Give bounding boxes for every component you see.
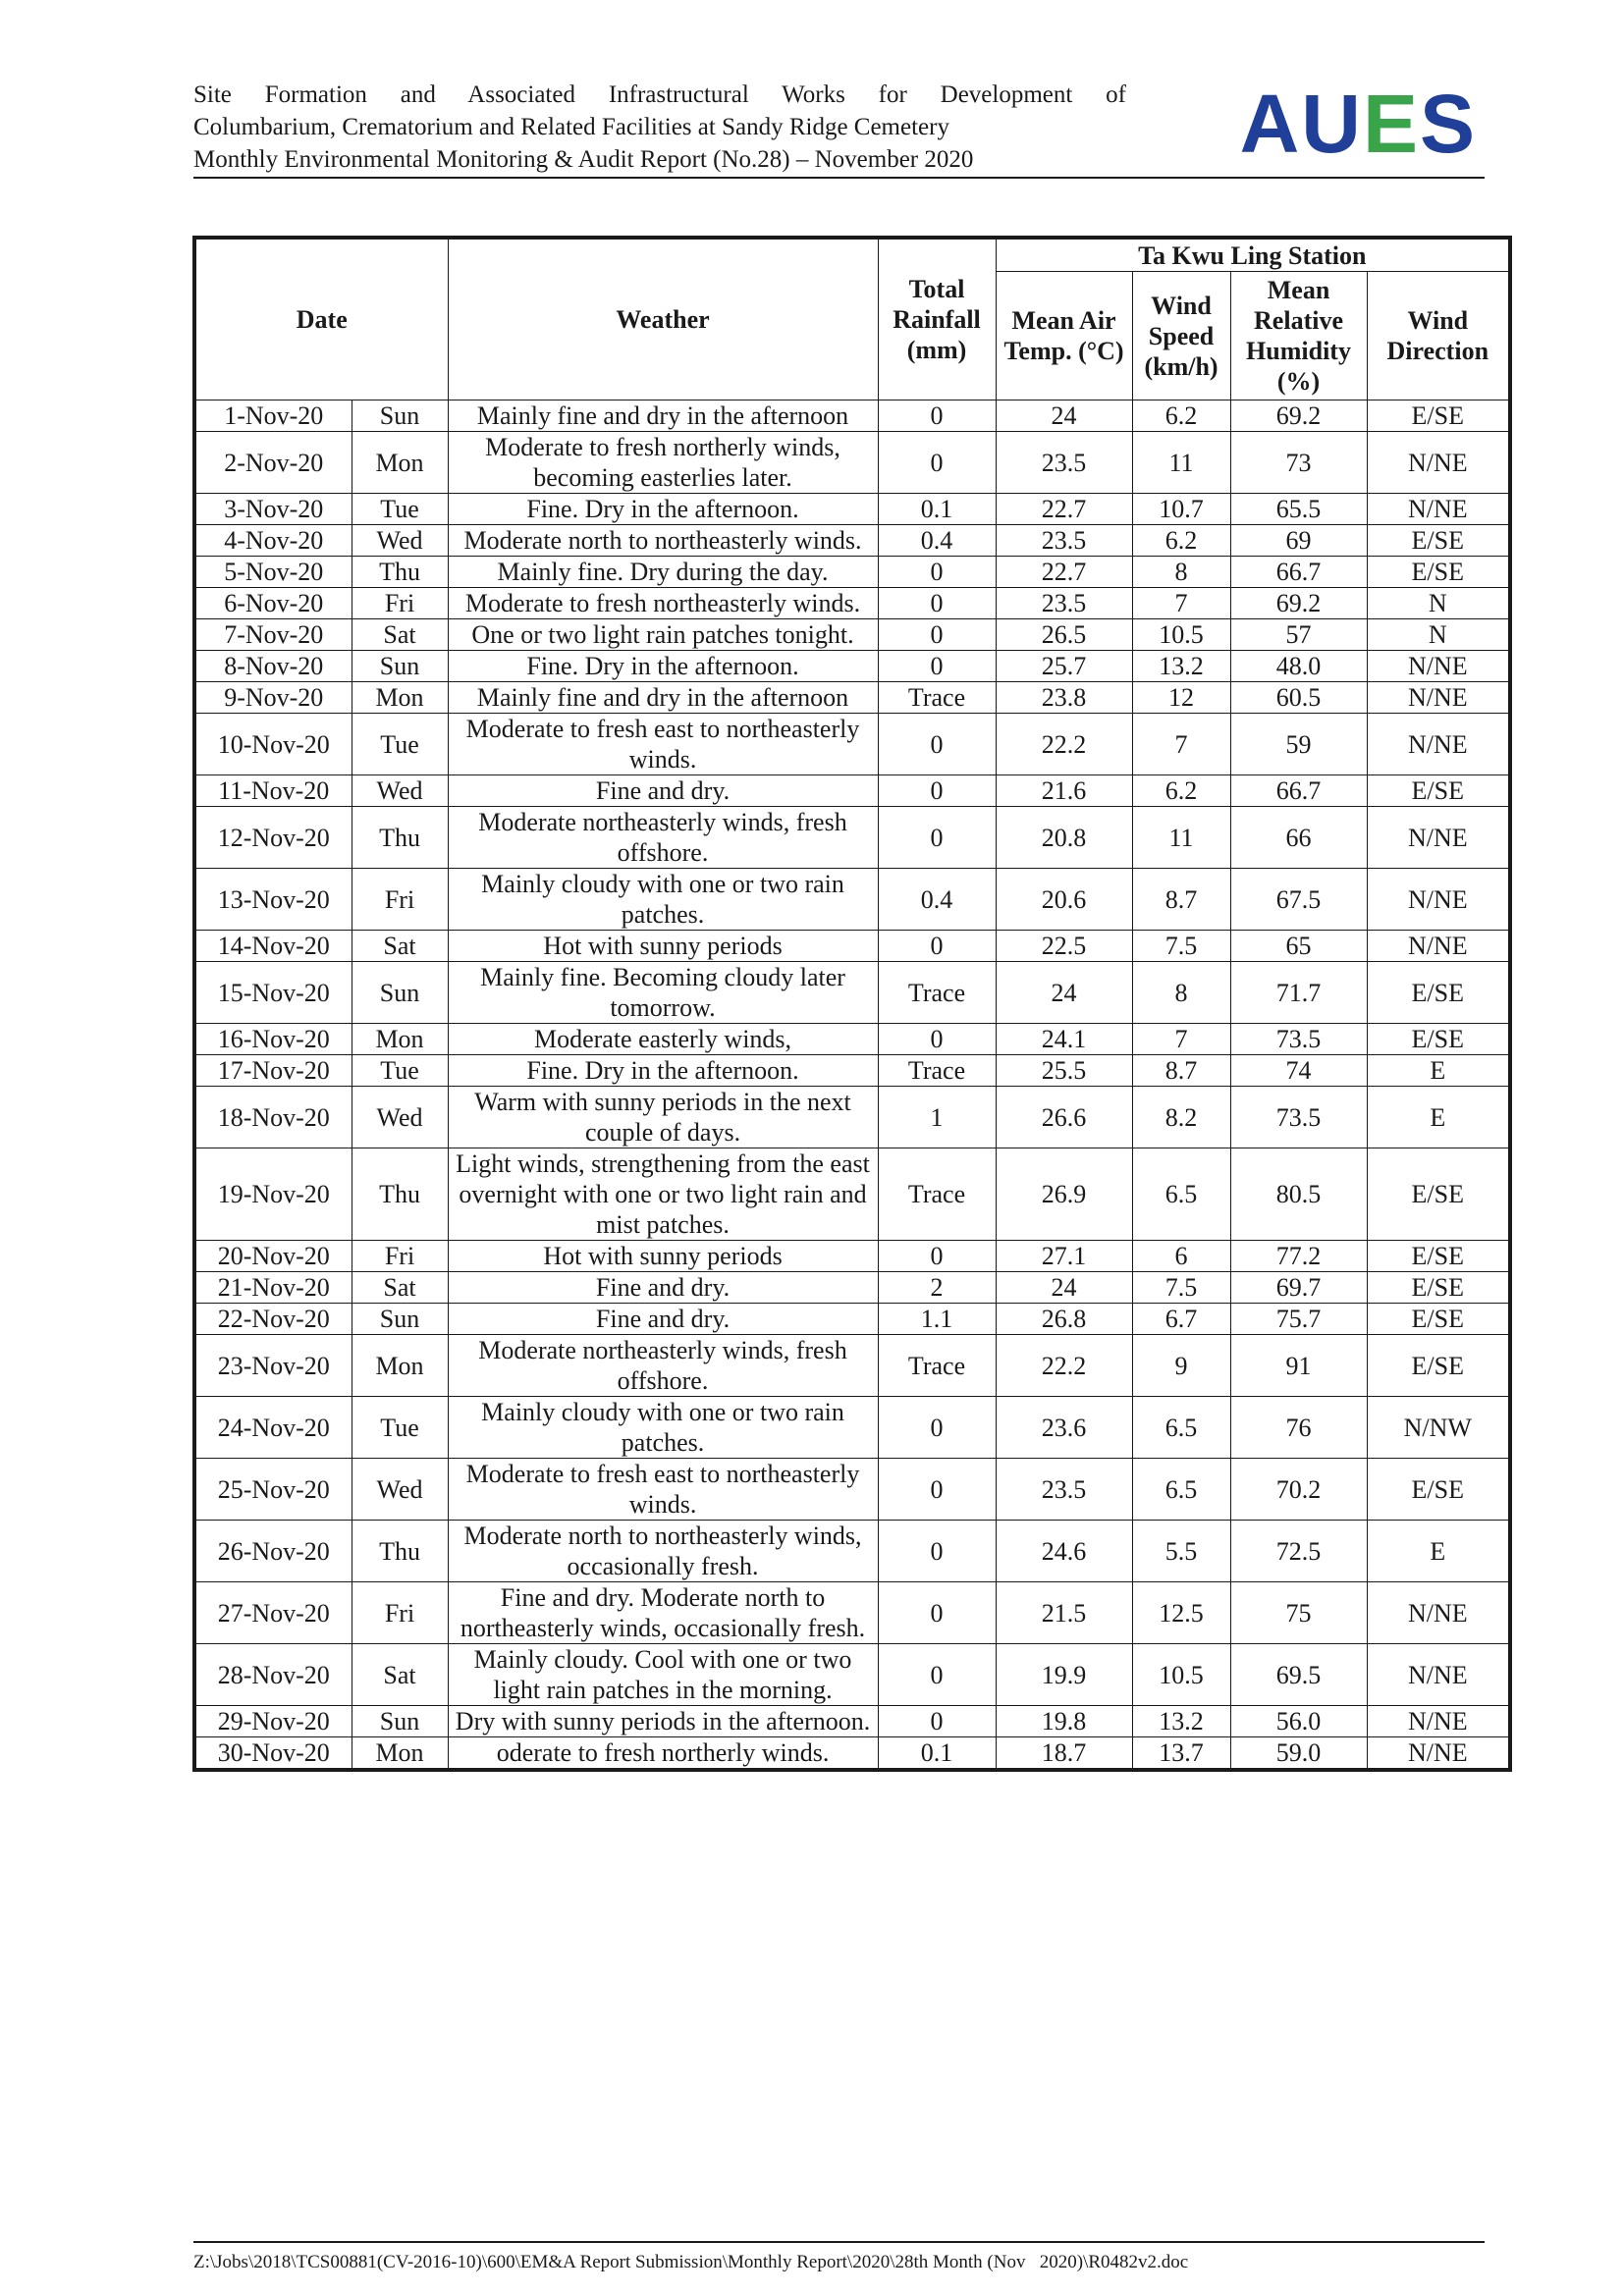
temp-cell: 26.5 <box>996 619 1132 651</box>
rainfall-cell: 0 <box>878 1706 996 1737</box>
wind-speed-cell: 8.2 <box>1132 1087 1230 1148</box>
wind-speed-cell: 13.2 <box>1132 651 1230 682</box>
rainfall-cell: Trace <box>878 1335 996 1397</box>
temp-cell: 23.5 <box>996 432 1132 494</box>
weather-cell: Warm with sunny periods in the next couple of days. <box>448 1087 878 1148</box>
humidity-cell: 65.5 <box>1230 494 1367 525</box>
humidity-cell: 60.5 <box>1230 682 1367 714</box>
wind-direction-cell: N/NW <box>1367 1397 1510 1459</box>
wind-speed-cell: 13.7 <box>1132 1737 1230 1771</box>
wind-speed-cell: 6.5 <box>1132 1148 1230 1241</box>
day-cell: Fri <box>352 1241 448 1272</box>
rainfall-cell: 0.1 <box>878 1737 996 1771</box>
day-cell: Wed <box>352 1087 448 1148</box>
table-row <box>194 1241 1510 1272</box>
temp-cell: 24.6 <box>996 1521 1132 1582</box>
weather-cell: Mainly fine and dry in the afternoon <box>448 682 878 714</box>
header-station: Ta Kwu Ling Station <box>996 238 1510 272</box>
day-cell: Wed <box>352 1459 448 1521</box>
weather-cell: Mainly fine and dry in the afternoon <box>448 400 878 432</box>
table-row <box>194 1582 1510 1644</box>
temp-cell: 19.8 <box>996 1706 1132 1737</box>
date-cell: 20-Nov-20 <box>194 1241 352 1272</box>
day-cell: Thu <box>352 557 448 588</box>
day-cell: Tue <box>352 714 448 775</box>
rainfall-cell: 0 <box>878 1459 996 1521</box>
wind-direction-cell: E/SE <box>1367 1459 1510 1521</box>
wind-speed-cell: 6.2 <box>1132 525 1230 557</box>
humidity-cell: 56.0 <box>1230 1706 1367 1737</box>
weather-cell: Fine and dry. <box>448 1272 878 1304</box>
weather-cell: Mainly cloudy with one or two rain patches. <box>448 869 878 931</box>
header-humidity: Mean Relative Humidity (%) <box>1230 272 1367 400</box>
weather-cell: Moderate to fresh east to northeasterly winds. <box>448 1459 878 1521</box>
day-cell: Mon <box>352 1737 448 1771</box>
date-cell: 29-Nov-20 <box>194 1706 352 1737</box>
rainfall-cell: 0 <box>878 1397 996 1459</box>
day-cell: Mon <box>352 1335 448 1397</box>
rainfall-cell: 0.4 <box>878 869 996 931</box>
date-cell: 21-Nov-20 <box>194 1272 352 1304</box>
wind-speed-cell: 6.7 <box>1132 1304 1230 1335</box>
day-cell: Tue <box>352 494 448 525</box>
date-cell: 14-Nov-20 <box>194 931 352 962</box>
table-row <box>194 714 1510 775</box>
date-cell: 12-Nov-20 <box>194 807 352 869</box>
date-cell: 13-Nov-20 <box>194 869 352 931</box>
temp-cell: 23.5 <box>996 1459 1132 1521</box>
wind-direction-cell: N/NE <box>1367 682 1510 714</box>
table-row <box>194 1055 1510 1087</box>
wind-speed-cell: 7 <box>1132 714 1230 775</box>
date-cell: 4-Nov-20 <box>194 525 352 557</box>
footer-file-path: Z:\Jobs\2018\TCS00881(CV-2016-10)\600\EM&A Report Submission\Monthly Report\2020\28th Month (Nov 2020)\R0482v2.doc <box>193 2252 1189 2272</box>
humidity-cell: 69.2 <box>1230 588 1367 619</box>
date-cell: 30-Nov-20 <box>194 1737 352 1771</box>
humidity-cell: 59 <box>1230 714 1367 775</box>
wind-direction-cell: E <box>1367 1521 1510 1582</box>
wind-direction-cell: E/SE <box>1367 557 1510 588</box>
wind-speed-cell: 6 <box>1132 1241 1230 1272</box>
weather-cell: Fine. Dry in the afternoon. <box>448 1055 878 1087</box>
weather-cell: Dry with sunny periods in the afternoon. <box>448 1706 878 1737</box>
wind-direction-cell: E/SE <box>1367 1241 1510 1272</box>
header-line-1: Site Formation and Associated Infrastructural Works for Development of <box>193 81 1126 108</box>
date-cell: 15-Nov-20 <box>194 962 352 1024</box>
wind-speed-cell: 8.7 <box>1132 1055 1230 1087</box>
wind-speed-cell: 8.7 <box>1132 869 1230 931</box>
wind-speed-cell: 11 <box>1132 807 1230 869</box>
rainfall-cell: 0 <box>878 714 996 775</box>
wind-speed-cell: 6.5 <box>1132 1397 1230 1459</box>
humidity-cell: 73 <box>1230 432 1367 494</box>
weather-cell: Moderate to fresh northerly winds, becoming easterlies later. <box>448 432 878 494</box>
header-wind-direction: Wind Direction <box>1367 272 1510 400</box>
temp-cell: 26.6 <box>996 1087 1132 1148</box>
wind-direction-cell: E/SE <box>1367 962 1510 1024</box>
rainfall-cell: 0.1 <box>878 494 996 525</box>
weather-cell: Moderate northeasterly winds, fresh offshore. <box>448 807 878 869</box>
humidity-cell: 66.7 <box>1230 775 1367 807</box>
rainfall-cell: 0 <box>878 1024 996 1055</box>
table-row <box>194 1087 1510 1148</box>
table-row <box>194 807 1510 869</box>
wind-direction-cell: E/SE <box>1367 525 1510 557</box>
table-row <box>194 931 1510 962</box>
header-wind-speed: Wind Speed (km/h) <box>1132 272 1230 400</box>
weather-cell: Moderate north to northeasterly winds, occasionally fresh. <box>448 1521 878 1582</box>
date-cell: 8-Nov-20 <box>194 651 352 682</box>
humidity-cell: 48.0 <box>1230 651 1367 682</box>
table-row <box>194 682 1510 714</box>
humidity-cell: 65 <box>1230 931 1367 962</box>
wind-direction-cell: N <box>1367 619 1510 651</box>
weather-table-body <box>194 400 1510 1771</box>
wind-speed-cell: 8 <box>1132 962 1230 1024</box>
wind-speed-cell: 6.2 <box>1132 775 1230 807</box>
rainfall-cell: 0 <box>878 931 996 962</box>
footer-divider <box>193 2241 1485 2243</box>
humidity-cell: 57 <box>1230 619 1367 651</box>
day-cell: Thu <box>352 1148 448 1241</box>
temp-cell: 23.5 <box>996 525 1132 557</box>
date-cell: 16-Nov-20 <box>194 1024 352 1055</box>
wind-speed-cell: 7.5 <box>1132 1272 1230 1304</box>
header-rainfall: Total Rainfall (mm) <box>878 238 996 400</box>
day-cell: Mon <box>352 1024 448 1055</box>
day-cell: Wed <box>352 775 448 807</box>
logo-text-e: E <box>1362 78 1420 170</box>
humidity-cell: 69.2 <box>1230 400 1367 432</box>
rainfall-cell: 0 <box>878 588 996 619</box>
wind-speed-cell: 7 <box>1132 588 1230 619</box>
wind-speed-cell: 12 <box>1132 682 1230 714</box>
wind-direction-cell: E/SE <box>1367 1148 1510 1241</box>
day-cell: Sun <box>352 962 448 1024</box>
wind-direction-cell: N/NE <box>1367 1644 1510 1706</box>
temp-cell: 24.1 <box>996 1024 1132 1055</box>
humidity-cell: 67.5 <box>1230 869 1367 931</box>
wind-direction-cell: E/SE <box>1367 1272 1510 1304</box>
rainfall-cell: 0.4 <box>878 525 996 557</box>
day-cell: Mon <box>352 432 448 494</box>
wind-direction-cell: E <box>1367 1055 1510 1087</box>
day-cell: Thu <box>352 1521 448 1582</box>
temp-cell: 26.8 <box>996 1304 1132 1335</box>
table-row <box>194 1644 1510 1706</box>
rainfall-cell: 0 <box>878 1241 996 1272</box>
temp-cell: 22.7 <box>996 557 1132 588</box>
day-cell: Sun <box>352 651 448 682</box>
wind-direction-cell: N/NE <box>1367 1737 1510 1771</box>
wind-direction-cell: N/NE <box>1367 869 1510 931</box>
humidity-cell: 66.7 <box>1230 557 1367 588</box>
day-cell: Tue <box>352 1055 448 1087</box>
weather-cell: Hot with sunny periods <box>448 1241 878 1272</box>
temp-cell: 26.9 <box>996 1148 1132 1241</box>
rainfall-cell: Trace <box>878 1055 996 1087</box>
rainfall-cell: Trace <box>878 1148 996 1241</box>
temp-cell: 22.2 <box>996 714 1132 775</box>
temp-cell: 24 <box>996 1272 1132 1304</box>
wind-direction-cell: N <box>1367 588 1510 619</box>
humidity-cell: 75.7 <box>1230 1304 1367 1335</box>
weather-cell: Fine and dry. <box>448 775 878 807</box>
date-cell: 26-Nov-20 <box>194 1521 352 1582</box>
wind-speed-cell: 11 <box>1132 432 1230 494</box>
table-row <box>194 1737 1510 1771</box>
humidity-cell: 72.5 <box>1230 1521 1367 1582</box>
table-row <box>194 525 1510 557</box>
weather-cell: Fine. Dry in the afternoon. <box>448 494 878 525</box>
weather-table <box>192 236 1512 1772</box>
table-row <box>194 651 1510 682</box>
wind-direction-cell: N/NE <box>1367 494 1510 525</box>
date-cell: 9-Nov-20 <box>194 682 352 714</box>
wind-speed-cell: 8 <box>1132 557 1230 588</box>
weather-cell: Light winds, strengthening from the east overnight with one or two light rain and mist patches. <box>448 1148 878 1241</box>
day-cell: Thu <box>352 807 448 869</box>
date-cell: 19-Nov-20 <box>194 1148 352 1241</box>
day-cell: Wed <box>352 525 448 557</box>
table-row <box>194 400 1510 432</box>
day-cell: Mon <box>352 682 448 714</box>
temp-cell: 24 <box>996 962 1132 1024</box>
table-row <box>194 619 1510 651</box>
humidity-cell: 69.7 <box>1230 1272 1367 1304</box>
header-temp: Mean Air Temp. (°C) <box>996 272 1132 400</box>
temp-cell: 20.8 <box>996 807 1132 869</box>
humidity-cell: 70.2 <box>1230 1459 1367 1521</box>
day-cell: Fri <box>352 588 448 619</box>
temp-cell: 22.7 <box>996 494 1132 525</box>
table-row <box>194 1272 1510 1304</box>
date-cell: 28-Nov-20 <box>194 1644 352 1706</box>
wind-direction-cell: N/NE <box>1367 651 1510 682</box>
temp-cell: 22.2 <box>996 1335 1132 1397</box>
rainfall-cell: 0 <box>878 775 996 807</box>
table-row <box>194 494 1510 525</box>
weather-cell: Moderate to fresh northeasterly winds. <box>448 588 878 619</box>
wind-direction-cell: N/NE <box>1367 714 1510 775</box>
table-row <box>194 1335 1510 1397</box>
wind-direction-cell: N/NE <box>1367 432 1510 494</box>
wind-speed-cell: 7 <box>1132 1024 1230 1055</box>
temp-cell: 27.1 <box>996 1241 1132 1272</box>
header-divider <box>193 177 1485 179</box>
temp-cell: 19.9 <box>996 1644 1132 1706</box>
wind-direction-cell: N/NE <box>1367 807 1510 869</box>
header-line-3: Monthly Environmental Monitoring & Audit Report (No.28) – November 2020 <box>193 146 974 173</box>
rainfall-cell: 0 <box>878 1521 996 1582</box>
table-row <box>194 869 1510 931</box>
date-cell: 7-Nov-20 <box>194 619 352 651</box>
date-cell: 3-Nov-20 <box>194 494 352 525</box>
weather-cell: Mainly fine. Dry during the day. <box>448 557 878 588</box>
day-cell: Fri <box>352 869 448 931</box>
rainfall-cell: 0 <box>878 1644 996 1706</box>
aues-logo <box>1239 78 1477 170</box>
date-cell: 25-Nov-20 <box>194 1459 352 1521</box>
wind-speed-cell: 10.5 <box>1132 619 1230 651</box>
humidity-cell: 76 <box>1230 1397 1367 1459</box>
date-cell: 23-Nov-20 <box>194 1335 352 1397</box>
table-row <box>194 557 1510 588</box>
rainfall-cell: 0 <box>878 557 996 588</box>
wind-direction-cell: N/NE <box>1367 1582 1510 1644</box>
day-cell: Sun <box>352 400 448 432</box>
date-cell: 1-Nov-20 <box>194 400 352 432</box>
day-cell: Sat <box>352 931 448 962</box>
table-row <box>194 1024 1510 1055</box>
wind-direction-cell: N/NE <box>1367 1706 1510 1737</box>
rainfall-cell: 1 <box>878 1087 996 1148</box>
day-cell: Sat <box>352 1644 448 1706</box>
temp-cell: 24 <box>996 400 1132 432</box>
logo-text-s: S <box>1419 78 1477 170</box>
weather-cell: Fine. Dry in the afternoon. <box>448 651 878 682</box>
table-row <box>194 1521 1510 1582</box>
temp-cell: 21.5 <box>996 1582 1132 1644</box>
table-row <box>194 1459 1510 1521</box>
header-date: Date <box>194 238 448 400</box>
rainfall-cell: 0 <box>878 619 996 651</box>
wind-speed-cell: 10.7 <box>1132 494 1230 525</box>
header-weather: Weather <box>448 238 878 400</box>
weather-cell: Moderate easterly winds, <box>448 1024 878 1055</box>
weather-cell: oderate to fresh northerly winds. <box>448 1737 878 1771</box>
humidity-cell: 69.5 <box>1230 1644 1367 1706</box>
wind-speed-cell: 6.5 <box>1132 1459 1230 1521</box>
humidity-cell: 74 <box>1230 1055 1367 1087</box>
page-header <box>193 79 1485 179</box>
wind-speed-cell: 9 <box>1132 1335 1230 1397</box>
wind-speed-cell: 12.5 <box>1132 1582 1230 1644</box>
date-cell: 5-Nov-20 <box>194 557 352 588</box>
temp-cell: 23.8 <box>996 682 1132 714</box>
humidity-cell: 73.5 <box>1230 1087 1367 1148</box>
weather-cell: Moderate to fresh east to northeasterly winds. <box>448 714 878 775</box>
humidity-cell: 75 <box>1230 1582 1367 1644</box>
wind-direction-cell: E <box>1367 1087 1510 1148</box>
date-cell: 24-Nov-20 <box>194 1397 352 1459</box>
weather-cell: Fine and dry. <box>448 1304 878 1335</box>
date-cell: 10-Nov-20 <box>194 714 352 775</box>
table-row <box>194 1148 1510 1241</box>
weather-cell: One or two light rain patches tonight. <box>448 619 878 651</box>
wind-direction-cell: E/SE <box>1367 400 1510 432</box>
day-cell: Tue <box>352 1397 448 1459</box>
rainfall-cell: Trace <box>878 962 996 1024</box>
rainfall-cell: 0 <box>878 807 996 869</box>
wind-direction-cell: N/NE <box>1367 931 1510 962</box>
day-cell: Sat <box>352 619 448 651</box>
table-row <box>194 1706 1510 1737</box>
day-cell: Sun <box>352 1706 448 1737</box>
day-cell: Sat <box>352 1272 448 1304</box>
temp-cell: 21.6 <box>996 775 1132 807</box>
temp-cell: 20.6 <box>996 869 1132 931</box>
weather-cell: Mainly cloudy. Cool with one or two light rain patches in the morning. <box>448 1644 878 1706</box>
table-row <box>194 962 1510 1024</box>
wind-direction-cell: E/SE <box>1367 1024 1510 1055</box>
date-cell: 6-Nov-20 <box>194 588 352 619</box>
date-cell: 17-Nov-20 <box>194 1055 352 1087</box>
weather-cell: Hot with sunny periods <box>448 931 878 962</box>
logo-text-au: AU <box>1239 78 1363 170</box>
table-row <box>194 432 1510 494</box>
day-cell: Sun <box>352 1304 448 1335</box>
temp-cell: 23.5 <box>996 588 1132 619</box>
rainfall-cell: 0 <box>878 651 996 682</box>
weather-cell: Moderate north to northeasterly winds. <box>448 525 878 557</box>
humidity-cell: 77.2 <box>1230 1241 1367 1272</box>
rainfall-cell: 2 <box>878 1272 996 1304</box>
weather-cell: Fine and dry. Moderate north to northeasterly winds, occasionally fresh. <box>448 1582 878 1644</box>
rainfall-cell: 0 <box>878 400 996 432</box>
wind-direction-cell: E/SE <box>1367 1335 1510 1397</box>
wind-direction-cell: E/SE <box>1367 1304 1510 1335</box>
table-row <box>194 588 1510 619</box>
table-row <box>194 1397 1510 1459</box>
weather-cell: Mainly cloudy with one or two rain patches. <box>448 1397 878 1459</box>
humidity-cell: 73.5 <box>1230 1024 1367 1055</box>
date-cell: 27-Nov-20 <box>194 1582 352 1644</box>
humidity-cell: 59.0 <box>1230 1737 1367 1771</box>
weather-cell: Moderate northeasterly winds, fresh offshore. <box>448 1335 878 1397</box>
humidity-cell: 91 <box>1230 1335 1367 1397</box>
date-cell: 2-Nov-20 <box>194 432 352 494</box>
wind-speed-cell: 10.5 <box>1132 1644 1230 1706</box>
date-cell: 22-Nov-20 <box>194 1304 352 1335</box>
rainfall-cell: 1.1 <box>878 1304 996 1335</box>
temp-cell: 18.7 <box>996 1737 1132 1771</box>
rainfall-cell: 0 <box>878 432 996 494</box>
temp-cell: 25.5 <box>996 1055 1132 1087</box>
temp-cell: 25.7 <box>996 651 1132 682</box>
wind-speed-cell: 7.5 <box>1132 931 1230 962</box>
rainfall-cell: Trace <box>878 682 996 714</box>
wind-speed-cell: 13.2 <box>1132 1706 1230 1737</box>
report-title-block <box>193 79 1126 176</box>
table-row <box>194 775 1510 807</box>
date-cell: 18-Nov-20 <box>194 1087 352 1148</box>
date-cell: 11-Nov-20 <box>194 775 352 807</box>
temp-cell: 23.6 <box>996 1397 1132 1459</box>
wind-speed-cell: 6.2 <box>1132 400 1230 432</box>
humidity-cell: 71.7 <box>1230 962 1367 1024</box>
temp-cell: 22.5 <box>996 931 1132 962</box>
day-cell: Fri <box>352 1582 448 1644</box>
humidity-cell: 69 <box>1230 525 1367 557</box>
rainfall-cell: 0 <box>878 1582 996 1644</box>
table-row <box>194 1304 1510 1335</box>
weather-cell: Mainly fine. Becoming cloudy later tomorrow. <box>448 962 878 1024</box>
wind-speed-cell: 5.5 <box>1132 1521 1230 1582</box>
humidity-cell: 80.5 <box>1230 1148 1367 1241</box>
header-line-2: Columbarium, Crematorium and Related Facilities at Sandy Ridge Cemetery <box>193 114 949 140</box>
humidity-cell: 66 <box>1230 807 1367 869</box>
wind-direction-cell: E/SE <box>1367 775 1510 807</box>
